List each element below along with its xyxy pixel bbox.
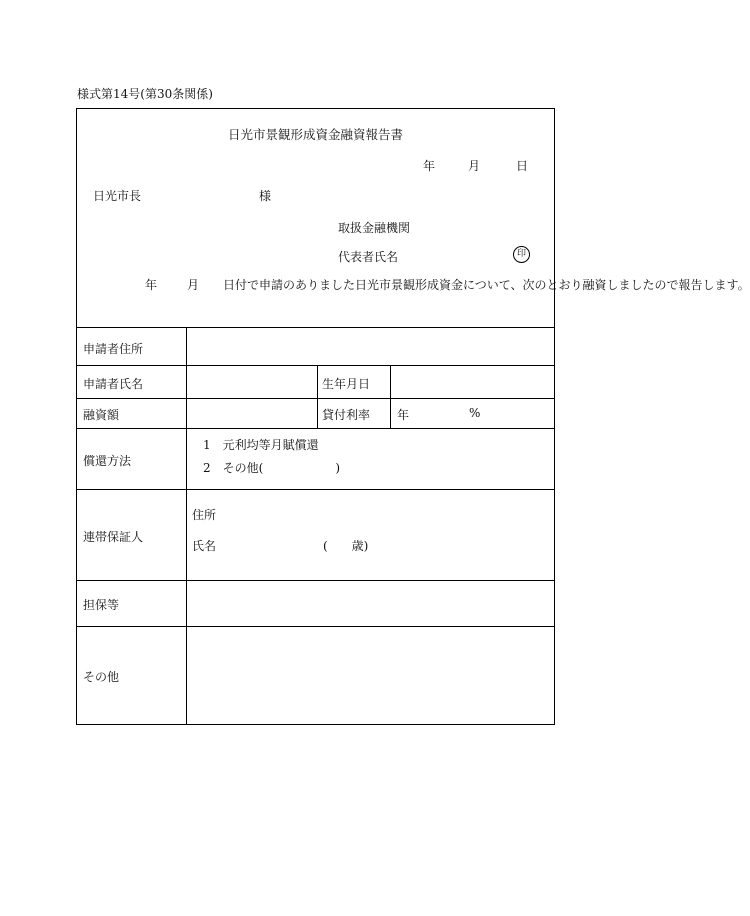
rate-percent-label: % — [469, 406, 481, 420]
form-number: 様式第14号(第30条関係) — [77, 87, 213, 101]
date-day-label: 日 — [516, 159, 529, 173]
report-form — [76, 108, 750, 725]
report-statement — [81, 277, 750, 294]
guarantor-name-label: 氏名 — [192, 539, 217, 553]
table-rule — [77, 398, 554, 399]
table-rule — [77, 626, 554, 627]
applicant-address-label: 申請者住所 — [83, 342, 144, 356]
guarantor-address-label: 住所 — [192, 508, 217, 522]
collateral-label: 担保等 — [83, 598, 120, 612]
other-label: その他 — [83, 670, 120, 684]
birthdate-label: 生年月日 — [322, 377, 371, 391]
institution-label: 取扱金融機関 — [338, 221, 411, 235]
statement-month: 月 — [187, 278, 200, 292]
addressee: 日光市長 — [93, 189, 142, 203]
honorific: 様 — [259, 189, 272, 203]
middle-column-divider — [317, 365, 318, 428]
date-month-label: 月 — [468, 159, 481, 173]
date-year-label: 年 — [423, 159, 436, 173]
table-rule — [77, 580, 554, 581]
repayment-option-1: 1 元利均等月賦償還 — [203, 438, 319, 452]
table-rule — [77, 428, 554, 429]
representative-label: 代表者氏名 — [338, 250, 399, 264]
applicant-name-label: 申請者氏名 — [83, 377, 144, 391]
form-title: 日光市景観形成資金融資報告書 — [227, 127, 403, 142]
guarantor-label: 連帯保証人 — [83, 530, 144, 544]
repayment-method-label: 償還方法 — [83, 454, 132, 468]
table-rule — [77, 365, 554, 366]
repayment-option-2: 2 その他( ) — [203, 461, 340, 475]
table-rule — [77, 489, 554, 490]
right-column-divider — [390, 365, 391, 428]
loan-amount-label: 融資額 — [83, 408, 120, 422]
interest-rate-label: 貸付利率 — [322, 408, 371, 422]
statement-year: 年 — [145, 278, 158, 292]
statement-text: 日付で申請のありました日光市景観形成資金について、次のとおり融資しましたので報告します。 — [223, 278, 750, 292]
table-rule-top — [77, 327, 554, 328]
rate-year-label: 年 — [397, 408, 410, 422]
seal-icon: 印 — [513, 246, 530, 263]
guarantor-age-label: ( 歳) — [323, 539, 369, 553]
label-column-divider — [186, 327, 187, 724]
